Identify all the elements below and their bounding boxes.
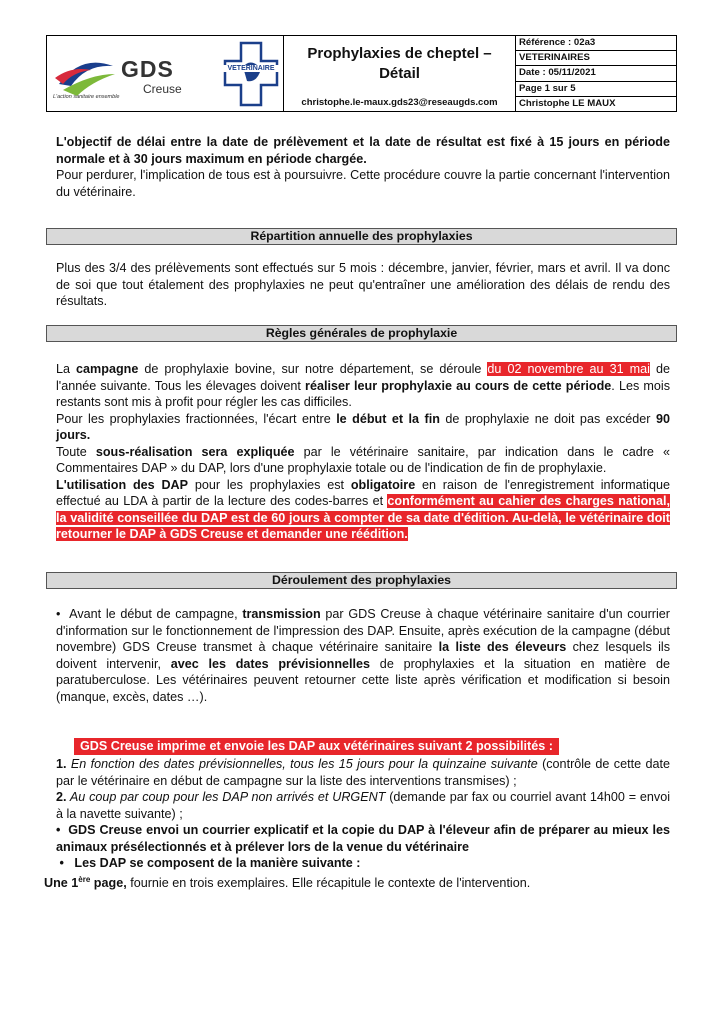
intro-scope: Pour perdurer, l'implication de tous est à poursuivre. Cette procédure couvre la partie concernant l'intervention du vétérinaire. [56, 168, 670, 199]
veterinaire-badge [223, 39, 279, 109]
bullet-courrier: • GDS Creuse envoi un courrier explicatif et la copie du DAP à l'éleveur afin de préparer au mieux les animaux présélectionnés et à prélever lors de la venue du vétérinaire [56, 823, 670, 854]
regles-sous-realisation: Toute sous-réalisation sera expliquée par le vétérinaire sanitaire, par indication dans le cadre « Commentaires DAP » du DAP, lors d'une prophylaxie totale ou de l'indication de fin de prophylaxie. [56, 444, 670, 475]
logo-tagline: L'action sanitaire ensemble [53, 94, 120, 100]
deroulement-intro: • Avant le début de campagne, transmission par GDS Creuse à chaque vétérinaire sanitaire d'un courrier d'information sur le fonctionnement de l'impression des DAP. Ensuite, après exécution de la campagne (début novembre) GDS Creuse transmet à chaque vétérinaire sanitaire la liste des éleveurs chez lesquels ils doivent intervenir, avec les dates prévisionnelles de prophylaxies et la situation en matière de paratuberculose. Les vétérinaires peuvent retourner cette liste après vérification et modification si besoin (manque, excès, dates …). [56, 607, 671, 704]
regles-dap: L'utilisation des DAP pour les prophylaxies est obligatoire en raison de l'enregistrement informatique effectué au LDA à partir de la lecture des codes-barres et conformément au cahier des charges national, la validité conseillée du DAP est de 60 jours à compter de sa date d'édition. Au-delà, le vétérinaire doit retourner le DAP à GDS Creuse et demander une réédition. [56, 477, 670, 541]
repartition-text [56, 260, 670, 310]
regles-body [56, 361, 670, 543]
logo-subtext: Creuse [143, 82, 182, 96]
author: Christophe LE MAUX [519, 97, 616, 109]
option-2: 2. Au coup par coup pour les DAP non arrivés et URGENT (demande par fax ou courriel avant 14h00 = envoi à la navette suivante) ; [56, 790, 671, 821]
intro-objective: L'objectif de délai entre la date de prélèvement et la date de résultat est fixé à 15 jours en période normale et à 30 jours maximum en période chargée. [56, 135, 670, 166]
bullet-dap-composition: • Les DAP se composent de la manière suivante : [56, 856, 361, 870]
deroulement-body [56, 606, 670, 705]
date: Date : 05/11/2021 [516, 66, 676, 81]
section-heading: Répartition annuelle des prophylaxies [46, 228, 677, 245]
regles-fractionnees: Pour les prophylaxies fractionnées, l'écart entre le début et la fin de prophylaxie ne doit pas excéder 90 jours. [56, 411, 670, 442]
badge-label: VETERINAIRE [223, 65, 279, 72]
author-email: christophe.le-maux.gds23@reseaugds.com [301, 97, 498, 108]
dap-options [56, 738, 670, 755]
section-heading: Déroulement des prophylaxies [46, 572, 677, 589]
repartition-paragraph: Plus des 3/4 des prélèvements sont effectués sur 5 mois : décembre, janvier, février, mars et avril. Il va donc de soi que tout étalement des prophylaxies ne peut qu'entraîner une amélioration des délais de rendu des résultats. [56, 261, 670, 308]
regles-campagne: La campagne de prophylaxie bovine, sur notre département, se déroule du 02 novembre au 31 mai de l'année suivante. Tous les élevages doivent réaliser leur prophylaxie au cours de cette période. Les mois restants sont mis à profit pour régler les cas difficiles. [56, 362, 670, 409]
title-line-2: Détail [379, 65, 420, 82]
reference: Référence : 02a3 [516, 36, 676, 51]
cross-icon [223, 39, 279, 109]
dap-list [44, 756, 671, 891]
logo-cell [47, 36, 284, 111]
title-line-1: Prophylaxies de cheptel – [307, 45, 492, 62]
category: VETERINAIRES [516, 51, 676, 66]
page-title [284, 44, 515, 84]
section-heading: Règles générales de prophylaxie [46, 325, 677, 342]
first-page-note: Une 1ère page, fournie en trois exemplaires. Elle récapitule le contexte de l'intervention. [44, 874, 531, 890]
document-header [46, 35, 677, 112]
dap-validity-highlight: conformément au cahier des charges national, la validité conseillée du DAP est de 60 jours à compter de sa date d'édition. Au-delà, le vétérinaire doit retourner le DAP à GDS Creuse et demander une réédition. [56, 494, 670, 541]
meta-cell [516, 36, 676, 111]
intro [56, 134, 670, 200]
title-cell [284, 36, 516, 111]
campaign-dates: du 02 novembre au 31 mai [487, 362, 650, 376]
page-number: Page 1 sur 5 [516, 82, 676, 97]
option-1: 1. En fonction des dates prévisionnelles, tous les 15 jours pour la quinzaine suivante (contrôle de cette date par le vétérinaire en début de campagne sur la liste des interventions transmises) ; [56, 757, 670, 788]
dap-options-heading: GDS Creuse imprime et envoie les DAP aux vétérinaires suivant 2 possibilités : [74, 738, 559, 755]
logo-text: GDS [121, 56, 174, 82]
